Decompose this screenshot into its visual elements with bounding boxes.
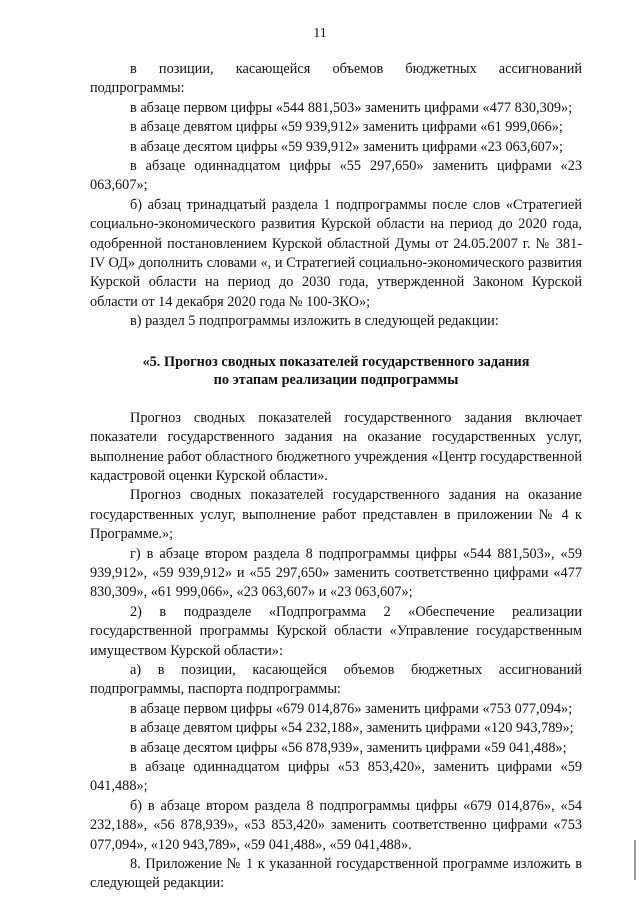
paragraph: в абзаце первом цифры «544 881,503» заменить цифрами «477 830,309»;	[130, 99, 573, 116]
paragraph: а) в позиции, касающейся объемов бюджетных ассигнований подпрограммы, паспорта подпрограммы:	[90, 661, 582, 698]
paragraph: Прогноз сводных показателей государственного задания включает показатели государственного задания на оказание государственных услуг, выполнение работ областного бюджетного учреждения «Центр государственной кадастровой оценки Курской области».	[90, 409, 582, 484]
paragraph: б) в абзаце втором раздела 8 подпрограммы цифры «679 014,876», «54 232,188», «56 878,939», «53 853,420» заменить соответственно цифрами «753 077,094», «120 943,789», «59 041,488», «59 041,488».	[90, 797, 582, 853]
section-heading-line: по этапам реализации подпрограммы	[213, 371, 459, 388]
paragraph: в абзаце десятом цифры «59 939,912» заменить цифрами «23 063,607»;	[130, 138, 564, 155]
paragraph: в абзаце одиннадцатом цифры «53 853,420», заменить цифрами «59 041,488»;	[90, 759, 582, 795]
section-heading	[90, 353, 582, 389]
paragraph: б) абзац тринадцатый раздела 1 подпрограммы после слов «Стратегией социально-экономического развития Курской области на период до 2020 года, одобренной постановлением Курской областной Думы от 24.05.2007 г. № 381-IV ОД» дополнить словами «, и Стратегией социально-экономического развития Курской области на период до 2030 года, утвержденной Законом Курской области от 14 декабря 2020 года № 100-ЗКО»;	[90, 196, 582, 310]
paragraph: в абзаце первом цифры «679 014,876» заменить цифрами «753 077,094»;	[130, 700, 573, 717]
paragraph: в абзаце одиннадцатом цифры «55 297,650» заменить цифрами «23 063,607»;	[90, 158, 582, 194]
paragraph: 2) в подразделе «Подпрограмма 2 «Обеспечение реализации государственной программы Курской области «Управление государственным имуществом Курской области»:	[90, 603, 582, 659]
section-heading-line: «5. Прогноз сводных показателей государственного задания	[142, 353, 530, 370]
document-body	[90, 60, 582, 894]
page-number: 11	[313, 26, 327, 41]
paragraph: в) раздел 5 подпрограммы изложить в следующей редакции:	[130, 313, 499, 330]
paragraph: в абзаце девятом цифры «54 232,188», заменить цифрами «120 943,789»;	[130, 720, 574, 737]
scan-edge-mark	[634, 840, 636, 880]
paragraph: в абзаце десятом цифры «56 878,939», заменить цифрами «59 041,488»;	[130, 739, 567, 756]
paragraph: Прогноз сводных показателей государственного задания на оказание государственных услуг, выполнение работ представлен в приложении № 4 к Программе.»;	[90, 487, 582, 543]
paragraph: в абзаце девятом цифры «59 939,912» заменить цифрами «61 999,066»;	[130, 119, 563, 136]
paragraph: 8. Приложение № 1 к указанной государственной программе изложить в следующей редакции:	[90, 856, 582, 892]
paragraph: г) в абзаце втором раздела 8 подпрограммы цифры «544 881,503», «59 939,912», «59 939,912» и «55 297,650» заменить соответственно цифрами «477 830,309», «61 999,066», «23 063,607» и «23 063,607»;	[90, 545, 582, 601]
paragraph: в позиции, касающейся объемов бюджетных ассигнований подпрограммы:	[90, 61, 582, 97]
